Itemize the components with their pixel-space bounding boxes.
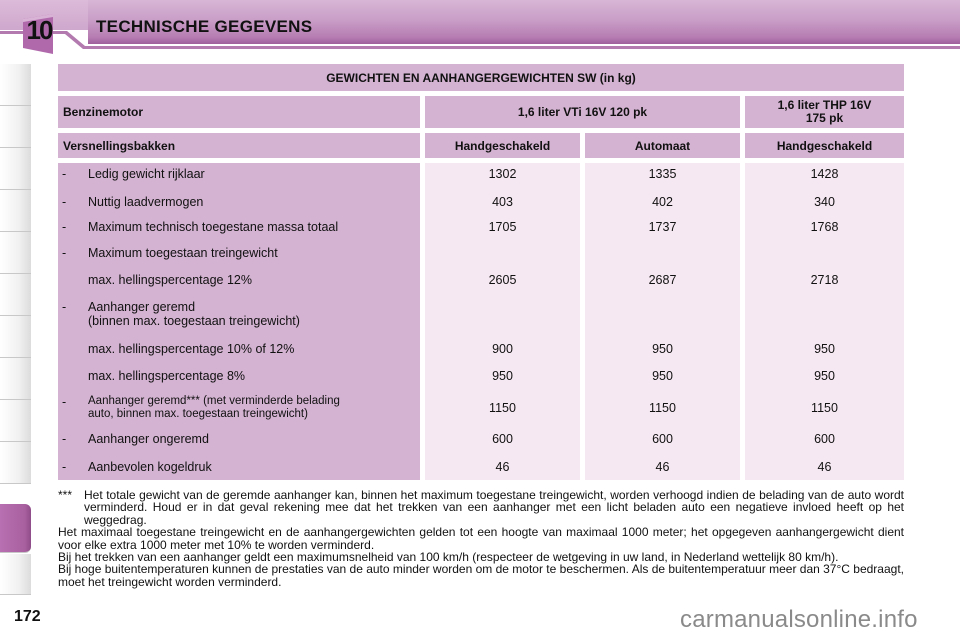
engine-1-label: 1,6 liter VTi 16V 120 pk <box>517 105 648 119</box>
footnote-text: Het totale gewicht van de geremde aanhanger kan, binnen het maximum toegestane treingewicht, worden verhoogd indien de belading van de auto wordt verminderd. Houd er in dat geval rekening mee dat het trekken van een aanhanger met een licht beladen auto een negatieve invloed heeft op het weggedrag. <box>84 488 904 527</box>
row-value-thp-manual: 2718 <box>810 273 839 287</box>
gearbox-2-label: Automaat <box>634 138 691 153</box>
note-speed-limit: Bij het trekken van een aanhanger geldt een maximumsnelheid van 100 km/h (respecteer de wetgeving in uw land, in Nederland wettelijk 80 km/h). <box>58 550 839 565</box>
gearbox-3-cell <box>745 133 904 158</box>
header-slant-decoration <box>55 30 95 50</box>
chapter-number: 10 <box>26 15 52 45</box>
side-tab-3[interactable] <box>0 148 31 190</box>
gearbox-2-cell <box>585 133 740 158</box>
row-value-vti-manual: 600 <box>492 432 513 446</box>
row-value-vti-manual: 403 <box>492 195 513 209</box>
row-value-vti-auto: 950 <box>652 369 673 383</box>
row-value-vti-manual: 1705 <box>488 220 517 234</box>
gearbox-1-cell <box>425 133 580 158</box>
row-label: Ledig gewicht rijklaar <box>88 167 205 181</box>
row-value-vti-manual: 46 <box>495 460 510 474</box>
side-tab-9[interactable] <box>0 400 31 442</box>
page-number: 172 <box>14 608 41 625</box>
row-bullet: - <box>62 395 67 409</box>
row-value-vti-auto: 950 <box>652 342 673 356</box>
row-value-vti-manual: 900 <box>492 342 513 356</box>
row-value-vti-auto: 1150 <box>649 401 676 415</box>
table-title-text: GEWICHTEN EN AANHANGERGEWICHTEN SW (in kg) <box>326 70 636 85</box>
row-label: Aanhanger geremd*** (met verminderde belading <box>88 395 340 407</box>
page-title: TECHNISCHE GEGEVENS <box>96 17 313 36</box>
row-bullet: - <box>62 220 67 234</box>
row-bullet: - <box>62 246 67 260</box>
row-value-thp-manual: 1150 <box>811 401 838 415</box>
engine-2-cell <box>745 96 904 128</box>
row-value-vti-manual: 2605 <box>488 273 517 287</box>
row-bullet: - <box>62 195 67 209</box>
row-value-thp-manual: 950 <box>814 342 835 356</box>
side-tab-8[interactable] <box>0 358 31 400</box>
row-label: Nuttig laadvermogen <box>88 195 204 209</box>
row-label: Aanhanger ongeremd <box>88 432 209 446</box>
engine-1-cell <box>425 96 740 128</box>
row-value-vti-auto: 46 <box>655 460 670 474</box>
engine-2-label-line2: 175 pk <box>805 111 844 125</box>
side-tab-active-chapter-10[interactable] <box>0 504 31 553</box>
row-label: Maximum toegestaan treingewicht <box>88 246 278 260</box>
row-bullet: - <box>62 460 67 474</box>
row-value-thp-manual: 1768 <box>810 220 839 234</box>
row-label: max. hellingspercentage 10% of 12% <box>88 342 295 356</box>
row-value-thp-manual: 950 <box>814 369 835 383</box>
row-value-vti-auto: 402 <box>652 195 673 209</box>
row-label-line2: auto, binnen max. toegestaan treingewicht) <box>88 408 308 420</box>
engine-label-cell <box>58 96 420 128</box>
side-tab-10[interactable] <box>0 442 31 484</box>
footnotes <box>58 489 904 588</box>
row-value-vti-manual: 1150 <box>489 401 516 415</box>
row-value-thp-manual: 340 <box>814 195 835 209</box>
watermark: carmanualsonline.info <box>680 606 918 633</box>
row-value-vti-manual: 950 <box>492 369 513 383</box>
footnote-marker: *** <box>58 488 73 502</box>
row-value-vti-manual: 1302 <box>488 167 517 181</box>
side-tab-1[interactable] <box>0 64 31 106</box>
row-value-vti-auto: 2687 <box>648 273 677 287</box>
gearbox-label-cell <box>58 133 420 158</box>
row-bullet: - <box>62 167 67 181</box>
engine-label: Benzinemotor <box>63 105 144 119</box>
side-tab-4[interactable] <box>0 190 31 232</box>
row-label-line2: (binnen max. toegestaan treingewicht) <box>88 314 300 328</box>
row-value-thp-manual: 46 <box>817 460 832 474</box>
side-tab-6[interactable] <box>0 274 31 316</box>
row-bullet: - <box>62 432 67 446</box>
side-tab-5[interactable] <box>0 232 31 274</box>
note-altitude: Het maximaal toegestane treingewicht en de aanhangergewichten gelden tot een hoogte van maximaal 1000 meter; het opgegeven aanhangergewicht dient voor elke extra 1000 meter met 10% te worden verminderd. <box>58 525 904 552</box>
side-tab-2[interactable] <box>0 106 31 148</box>
row-value-thp-manual: 1428 <box>810 167 839 181</box>
gearbox-label: Versnellingsbakken <box>63 138 176 153</box>
gearbox-1-label: Handgeschakeld <box>454 138 551 153</box>
chapter-side-tabs <box>0 64 33 614</box>
row-value-vti-auto: 600 <box>652 432 673 446</box>
side-tab-12[interactable] <box>0 554 31 595</box>
row-label: Maximum technisch toegestane massa totaal <box>88 220 339 234</box>
table-title <box>58 64 904 91</box>
gearbox-3-label: Handgeschakeld <box>776 138 873 153</box>
side-tab-7[interactable] <box>0 316 31 358</box>
engine-2-label-line1: 1,6 liter THP 16V <box>777 98 872 112</box>
header-stripe <box>88 46 960 49</box>
row-bullet: - <box>62 300 67 314</box>
footnote-triple-star <box>58 489 904 526</box>
row-label: Aanhanger geremd <box>88 300 196 314</box>
row-label: max. hellingspercentage 8% <box>88 369 246 383</box>
row-value-vti-auto: 1335 <box>648 167 677 181</box>
row-value-thp-manual: 600 <box>814 432 835 446</box>
row-label: Aanbevolen kogeldruk <box>88 460 212 474</box>
note-temperature: Bij hoge buitentemperaturen kunnen de prestaties van de auto minder worden om de motor te beschermen. Als de buitentemperatuur meer dan 37°C bedraagt, moet het treingewicht worden verminderd. <box>58 562 904 589</box>
row-value-vti-auto: 1737 <box>648 220 677 234</box>
row-label: max. hellingspercentage 12% <box>88 273 252 287</box>
